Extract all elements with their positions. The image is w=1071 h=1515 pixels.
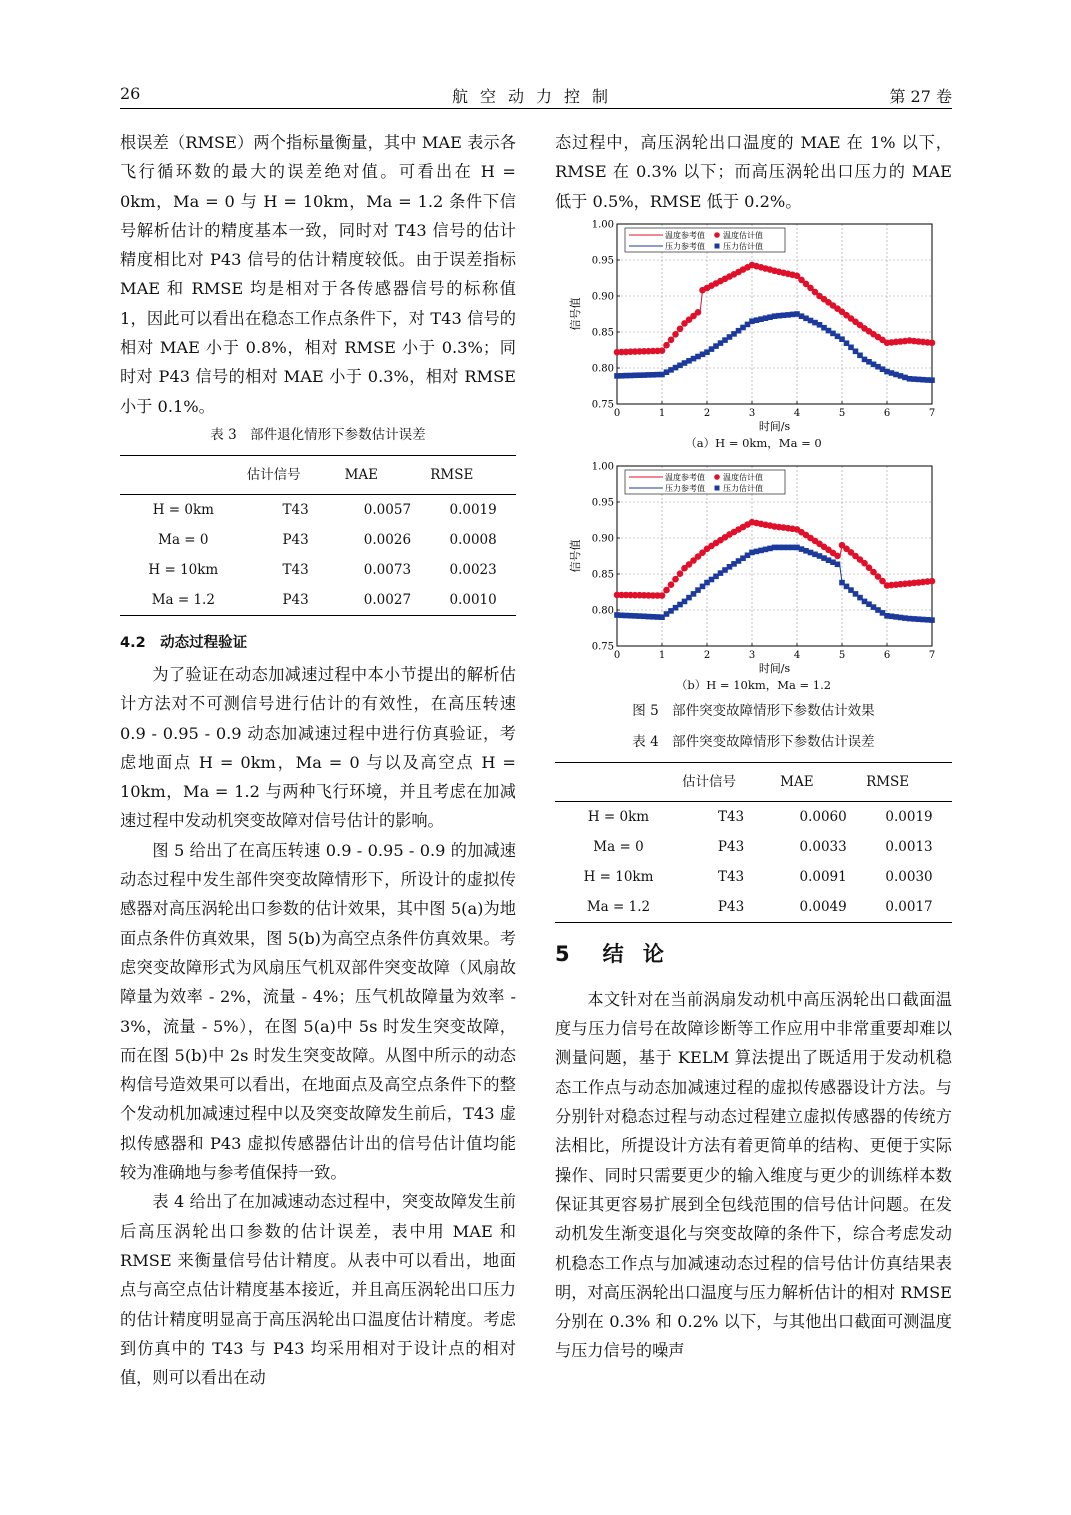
- x-tick-label: 6: [883, 407, 891, 419]
- table-cell: Ma = 1.2: [120, 585, 247, 616]
- y-axis-label: 信号值: [569, 539, 582, 573]
- legend-label: 压力估计值: [723, 483, 763, 493]
- table-row: [120, 525, 516, 555]
- temp-estimate-point: [929, 578, 936, 585]
- x-tick-label: 5: [838, 407, 846, 419]
- table-cell: 0.0057: [363, 501, 412, 518]
- table-header: RMSE: [866, 762, 952, 801]
- y-tick-label: 0.80: [591, 605, 614, 617]
- table-cell: 0.0027: [345, 585, 431, 616]
- temp-estimate-point: [672, 331, 679, 338]
- pres-estimate-point: [835, 561, 841, 567]
- table-header: 估计信号: [682, 762, 780, 801]
- table-cell: 0.0023: [449, 561, 497, 578]
- table-cell: Ma = 1.2: [555, 892, 682, 923]
- paragraph: 根误差（RMSE）两个指标量衡量，其中 MAE 表示各飞行循环数的最大的误差绝对值。可看出在 H = 0km，Ma = 0 与 H = 10km，Ma = 1.2 条件下信号解析估计的精度基本一致，同时对 T43 信号的估计精度相比对 P43 信号的估计精度较低。由于误差指标 MAE 和 RMSE 均是相对于各传感器信号的标称值 1，因此可以看出在稳态工作点条件下，对 T43 信号的相对 MAE 小于 0.8%，相对 RMSE 小于 0.3%；同时对 P43 信号的相对 MAE 小于 0.3%，相对 RMSE 小于 0.1%。: [120, 133, 516, 416]
- subcaption-b: （b）H = 10km，Ma = 1.2: [675, 677, 832, 692]
- table-cell: 0.0008: [449, 531, 497, 548]
- table-cell: 0.0019: [449, 501, 497, 518]
- table-cell: 0.0030: [885, 868, 933, 885]
- temp-estimate-point: [659, 592, 666, 599]
- y-tick-label: 0.90: [591, 533, 614, 545]
- table-row: [555, 862, 952, 892]
- y-tick-label: 1.00: [591, 219, 614, 231]
- legend-swatch: [715, 243, 720, 248]
- table-cell: T43: [717, 808, 745, 825]
- x-tick-label: 3: [748, 649, 756, 661]
- temp-estimate-point: [695, 309, 702, 316]
- table-cell: T43: [282, 501, 309, 518]
- x-tick-label: 6: [883, 649, 891, 661]
- table-cell: Ma = 0: [158, 531, 209, 548]
- chart-b: [555, 458, 952, 676]
- y-tick-label: 1.00: [591, 461, 614, 473]
- y-tick-label: 0.95: [591, 497, 614, 509]
- y-tick-label: 0.90: [591, 291, 614, 303]
- table-cell: 0.0073: [363, 561, 412, 578]
- table-cell: 0.0049: [780, 892, 866, 923]
- table-row: [555, 892, 952, 923]
- table-4: [555, 762, 952, 923]
- table-cell: P43: [247, 585, 345, 616]
- legend-label: 压力参考值: [665, 241, 705, 251]
- table-3: [120, 455, 516, 616]
- x-tick-label: 2: [703, 649, 711, 661]
- table-header: [555, 762, 682, 801]
- legend-label: 温度估计值: [723, 472, 763, 482]
- legend-label: 温度估计值: [723, 230, 763, 240]
- chart-a: [555, 216, 952, 434]
- figure-5-caption: 图 5 部件突变故障情形下参数估计效果: [632, 702, 875, 719]
- table-header: 估计信号: [247, 455, 345, 494]
- temp-estimate-point: [672, 576, 679, 583]
- legend-swatch: [715, 485, 720, 490]
- legend-label: 压力估计值: [723, 241, 763, 251]
- table-cell: P43: [282, 531, 309, 548]
- table-header: MAE: [780, 762, 866, 801]
- temp-estimate-point: [929, 339, 936, 346]
- temp-estimate-point: [659, 347, 666, 354]
- temp-estimate-point: [834, 552, 841, 559]
- table-cell: H = 10km: [583, 868, 654, 885]
- section-title: 4.2 动态过程验证: [120, 634, 248, 651]
- table-header: RMSE: [430, 455, 516, 494]
- x-tick-label: 0: [613, 649, 621, 661]
- journal-title: 航空动力控制: [451, 87, 620, 106]
- y-tick-label: 0.75: [591, 399, 614, 411]
- table-cell: Ma = 0: [593, 838, 644, 855]
- y-tick-label: 0.80: [591, 363, 614, 375]
- table-cell: 0.0019: [885, 808, 933, 825]
- table-cell: 0.0091: [799, 868, 847, 885]
- x-tick-label: 7: [928, 407, 936, 419]
- paragraph: 为了验证在动态加减速过程中本小节提出的解析估计方法对不可测信号进行估计的有效性，在高压转速 0.9 - 0.95 - 0.9 动态加减速过程中进行仿真验证，考虑地面点 H = 0km，Ma = 0 与以及高空点 H = 10km，Ma = 1.2 与两种飞行环境，并且考虑在加减速过程中发动机突变故障对信号估计的影响。: [120, 664, 516, 831]
- y-tick-label: 0.75: [591, 641, 614, 653]
- table-cell: 0.0060: [799, 808, 847, 825]
- temp-estimate-point: [668, 581, 675, 588]
- table-cell: 0.0010: [430, 585, 516, 616]
- table-cell: T43: [717, 868, 745, 885]
- table-cell: 0.0017: [866, 892, 952, 923]
- table-cell: P43: [682, 892, 780, 923]
- right-column: [555, 128, 952, 1366]
- x-tick-label: 0: [613, 407, 621, 419]
- y-tick-label: 0.85: [591, 327, 614, 339]
- table-row: [555, 801, 952, 832]
- table-header: MAE: [345, 455, 431, 494]
- legend-label: 温度参考值: [665, 230, 705, 240]
- paragraph: 表 4 给出了在加减速动态过程中，突变故障发生前后高压涡轮出口参数的估计误差，表中用 MAE 和 RMSE 来衡量信号估计精度。从表中可以看出，地面点与高空点估计精度基本接近，并且高压涡轮出口压力的估计精度明显高于高压涡轮出口温度估计精度。考虑到仿真中的 T43 与 P43 均采用相对于设计点的相对值，则可以看出在动: [120, 1192, 516, 1388]
- x-axis-label: 时间/s: [758, 661, 791, 675]
- chapter-title: 5 结 论: [555, 941, 670, 966]
- table-cell: H = 10km: [148, 561, 219, 578]
- x-tick-label: 4: [793, 407, 801, 419]
- pres-estimate-point: [929, 617, 935, 623]
- table-row: [120, 494, 516, 525]
- page-header: [120, 84, 952, 109]
- table-cell: 0.0033: [799, 838, 847, 855]
- table-cell: T43: [282, 561, 309, 578]
- x-tick-label: 1: [658, 649, 666, 661]
- table-row: [120, 555, 516, 585]
- legend-label: 温度参考值: [665, 472, 705, 482]
- x-tick-label: 7: [928, 649, 936, 661]
- legend-swatch: [714, 232, 720, 238]
- table-row: [120, 585, 516, 616]
- legend-swatch: [714, 474, 720, 480]
- temp-estimate-point: [677, 325, 684, 332]
- x-tick-label: 2: [703, 407, 711, 419]
- temp-estimate-point: [668, 336, 675, 343]
- volume-label: 第 27 卷: [889, 87, 952, 106]
- x-tick-label: 3: [748, 407, 756, 419]
- temp-estimate-point: [663, 342, 670, 349]
- table-cell: 0.0013: [885, 838, 933, 855]
- figure-5: [555, 216, 952, 722]
- table-cell: H = 0km: [587, 808, 650, 825]
- temp-estimate-point: [677, 570, 684, 577]
- legend-label: 压力参考值: [665, 483, 705, 493]
- table-3-caption: 表 3 部件退化情形下参数估计误差: [210, 426, 426, 443]
- paragraph: 态过程中，高压涡轮出口温度的 MAE 在 1% 以下，RMSE 在 0.3% 以下；而高压涡轮出口压力的 MAE 低于 0.5%，RMSE 低于 0.2%。: [555, 133, 952, 211]
- x-axis-label: 时间/s: [758, 419, 791, 433]
- table-cell: H = 0km: [152, 501, 214, 518]
- paragraph: 本文针对在当前涡扇发动机中高压涡轮出口截面温度与压力信号在故障诊断等工作应用中非常重要却难以测量问题，基于 KELM 算法提出了既适用于发动机稳态工作点与动态加减速过程的虚拟传感器设计方法。与分别针对稳态过程与动态过程建立虚拟传感器的传统方法相比，所提设计方法有着更简单的结构、更便于实际操作、同时只需要更少的输入维度与更少的训练样本数保证其更容易扩展到全包线范围的信号估计问题。在发动机发生渐变退化与突变故障的条件下，综合考虑发动机稳态工作点与加减速动态过程的信号估计仿真结果表明，对高压涡轮出口温度与压力解析估计的相对 RMSE 分别在 0.3% 和 0.2% 以下，与其他出口截面可测温度与压力信号的噪声: [555, 989, 952, 1361]
- table-4-caption: 表 4 部件突变故障情形下参数估计误差: [632, 733, 875, 750]
- y-tick-label: 0.95: [591, 255, 614, 267]
- x-tick-label: 5: [838, 649, 846, 661]
- x-tick-label: 4: [793, 649, 801, 661]
- y-axis-label: 信号值: [569, 297, 582, 331]
- pres-estimate-point: [929, 377, 935, 383]
- table-row: [555, 832, 952, 862]
- left-column: [120, 128, 516, 1392]
- temp-estimate-point: [663, 587, 670, 594]
- table-header: [120, 455, 247, 494]
- paragraph: 图 5 给出了在高压转速 0.9 - 0.95 - 0.9 的加减速动态过程中发生部件突变故障情形下，所设计的虚拟传感器对高压涡轮出口参数的估计效果，其中图 5(a)为地面点条件仿真效果，图 5(b)为高空点条件仿真效果。考虑突变故障形式为风扇压气机双部件突变故障（风扇故障量为效率 - 2%，流量 - 4%；压气机故障量为效率 - 3%，流量 - 5%），在图 5(a)中 5s 时发生突变故障，而在图 5(b)中 2s 时发生突变故障。从图中所示的动态构信号造效果可以看出，在地面点及高空点条件下的整个发动机加减速过程中以及突变故障发生前后，T43 虚拟传感器和 P43 虚拟传感器估计出的信号估计值均能较为准确地与参考值保持一致。: [120, 840, 516, 1183]
- y-tick-label: 0.85: [591, 569, 614, 581]
- subcaption-a: （a）H = 0km，Ma = 0: [685, 435, 822, 450]
- table-cell: P43: [717, 838, 745, 855]
- x-tick-label: 1: [658, 407, 666, 419]
- page-number: 26: [120, 84, 141, 103]
- table-cell: 0.0026: [363, 531, 412, 548]
